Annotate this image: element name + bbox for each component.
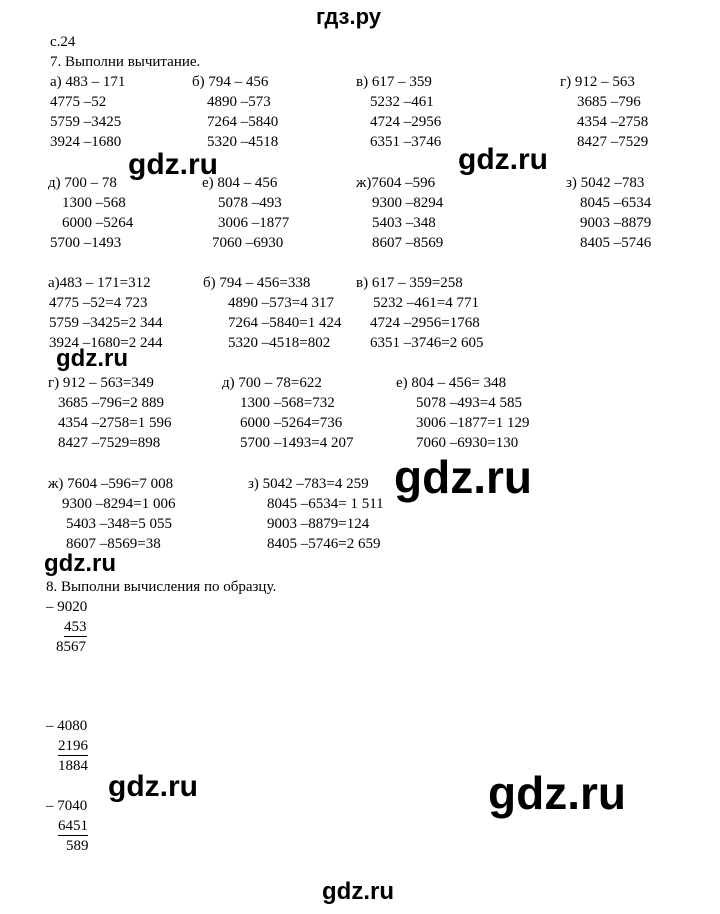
- answer-label: а)483 – 171=312: [48, 275, 151, 291]
- task7-line: 5320 –4518: [207, 134, 279, 150]
- answer-line: 7060 –6930=130: [416, 435, 519, 451]
- task7-line: 8045 –6534: [580, 195, 652, 211]
- task7-line: 5403 –348: [372, 215, 436, 231]
- answer-col-z: [248, 474, 384, 554]
- task7-col-d: [48, 173, 133, 253]
- answer-line: 5078 –493=4 585: [416, 395, 522, 411]
- watermark: gdz.ru: [44, 550, 116, 577]
- answer-line: 3006 –1877=1 129: [416, 415, 530, 431]
- task7-label: ж)7604 –596: [356, 175, 436, 191]
- answer-line: 5759 –3425=2 344: [49, 315, 163, 331]
- answer-label: д) 700 – 78=622: [222, 375, 322, 391]
- task7-line: 9300 –8294: [372, 195, 444, 211]
- task7-line: 6000 –5264: [62, 215, 134, 231]
- task7-label: г) 912 – 563: [560, 74, 635, 90]
- answer-line: 4724 –2956=1768: [370, 315, 480, 331]
- answer-col-g: [48, 373, 171, 453]
- column-subtraction-1: [46, 597, 87, 657]
- task7-col-e: [202, 173, 289, 253]
- result: 589: [66, 838, 89, 854]
- answer-line: 6351 –3746=2 605: [370, 335, 484, 351]
- answer-line: 3924 –1680=2 244: [49, 335, 163, 351]
- subtrahend: 6451: [58, 818, 88, 834]
- task7-line: 3685 –796: [577, 94, 641, 110]
- answer-line: 4354 –2758=1 596: [58, 415, 172, 431]
- task7-line: 4724 –2956: [370, 114, 442, 130]
- task7-line: 5759 –3425: [50, 114, 122, 130]
- watermark: gdz.ru: [128, 148, 218, 181]
- minuend: – 7040: [46, 798, 88, 814]
- answer-label: ж) 7604 –596=7 008: [48, 476, 174, 492]
- answer-line: 1300 –568=732: [240, 395, 335, 411]
- answer-col-b: [203, 273, 341, 353]
- task7-col-g: [560, 72, 648, 152]
- task7-line: 4354 –2758: [577, 114, 649, 130]
- answer-col-zh: [48, 474, 175, 554]
- answer-label: в) 617 – 359=258: [356, 275, 463, 291]
- task7-col-a: [50, 72, 125, 152]
- answer-line: 5232 –461=4 771: [373, 295, 479, 311]
- answer-line: 9003 –8879=124: [267, 516, 370, 532]
- watermark: gdz.ru: [458, 143, 548, 176]
- answer-line: 4775 –52=4 723: [49, 295, 148, 311]
- task7-line: 8427 –7529: [577, 134, 649, 150]
- answer-line: 8427 –7529=898: [58, 435, 161, 451]
- answer-line: 8405 –5746=2 659: [267, 536, 381, 552]
- task7-line: 8607 –8569: [372, 235, 444, 251]
- page-reference: с.24: [50, 34, 76, 50]
- subtrahend: 453: [64, 619, 87, 635]
- task7-line: 4775 –52: [50, 94, 107, 110]
- task7-label: а) 483 – 171: [50, 74, 126, 90]
- result: 1884: [58, 758, 88, 774]
- task7-col-z: [566, 173, 651, 253]
- task7-col-b: [192, 72, 278, 152]
- site-header: гдз.ру: [316, 4, 381, 29]
- answer-col-a: [48, 273, 162, 353]
- answer-label: е) 804 – 456= 348: [396, 375, 507, 391]
- task7-line: 4890 –573: [207, 94, 271, 110]
- answer-line: 8045 –6534= 1 511: [267, 496, 384, 512]
- task7-title: 7. Выполни вычитание.: [50, 54, 201, 70]
- column-subtraction-2: [46, 716, 88, 776]
- task7-label: б) 794 – 456: [192, 74, 269, 90]
- answer-col-e: [396, 373, 529, 453]
- task7-label: в) 617 – 359: [356, 74, 432, 90]
- answer-col-d: [222, 373, 353, 453]
- task7-col-v: [356, 72, 441, 152]
- answer-line: 7264 –5840=1 424: [228, 315, 342, 331]
- task7-line: 3924 –1680: [50, 134, 122, 150]
- answer-line: 5320 –4518=802: [228, 335, 331, 351]
- answer-line: 5700 –1493=4 207: [240, 435, 354, 451]
- answer-line: 3685 –796=2 889: [58, 395, 164, 411]
- subtrahend: 2196: [58, 738, 88, 754]
- task7-line: 1300 –568: [62, 195, 126, 211]
- task7-col-zh: [356, 173, 443, 253]
- answer-line: 5403 –348=5 055: [66, 516, 172, 532]
- task7-label: з) 5042 –783: [566, 175, 645, 191]
- answer-label: б) 794 – 456=338: [203, 275, 311, 291]
- watermark: gdz.ru: [394, 451, 532, 503]
- watermark: gdz.ru: [56, 345, 128, 372]
- task7-line: 5700 –1493: [50, 235, 122, 251]
- task8-title: 8. Выполни вычисления по образцу.: [46, 579, 277, 595]
- answer-line: 9300 –8294=1 006: [62, 496, 176, 512]
- task7-line: 9003 –8879: [580, 215, 652, 231]
- task7-line: 5078 –493: [218, 195, 282, 211]
- task7-line: 7060 –6930: [212, 235, 284, 251]
- minuend: – 9020: [46, 599, 88, 615]
- task7-label: е) 804 – 456: [202, 175, 278, 191]
- task7-line: 6351 –3746: [370, 134, 442, 150]
- watermark: gdz.ru: [488, 767, 626, 819]
- minuend: – 4080: [46, 718, 88, 734]
- task7-label: д) 700 – 78: [48, 175, 117, 191]
- task7-line: 5232 –461: [370, 94, 434, 110]
- answer-label: з) 5042 –783=4 259: [248, 476, 369, 492]
- answer-col-v: [356, 273, 483, 353]
- column-subtraction-3: [46, 796, 89, 856]
- answer-line: 6000 –5264=736: [240, 415, 343, 431]
- watermark: gdz.ru: [322, 878, 394, 905]
- task7-line: 7264 –5840: [207, 114, 279, 130]
- task7-line: 8405 –5746: [580, 235, 652, 251]
- task7-line: 3006 –1877: [218, 215, 290, 231]
- result: 8567: [56, 639, 86, 655]
- watermark: gdz.ru: [108, 770, 198, 803]
- answer-label: г) 912 – 563=349: [48, 375, 154, 391]
- answer-line: 8607 –8569=38: [66, 536, 161, 552]
- answer-line: 4890 –573=4 317: [228, 295, 334, 311]
